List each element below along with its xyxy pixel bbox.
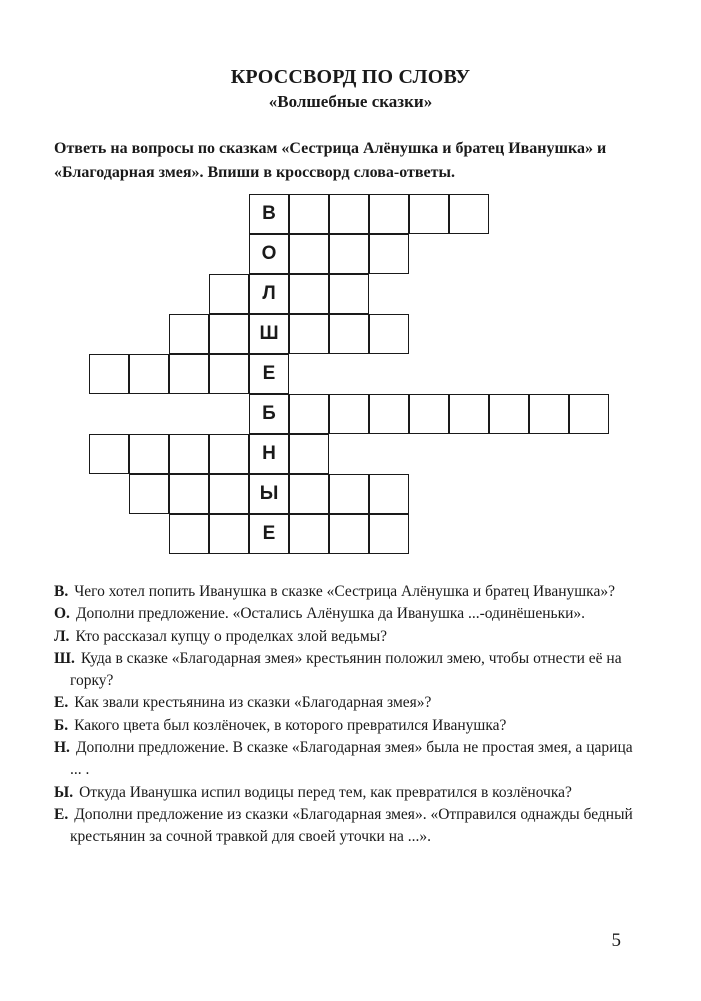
question-item (54, 737, 644, 782)
crossword-cell[interactable] (169, 434, 209, 474)
question-letter: Л. (54, 627, 70, 645)
crossword-cell[interactable] (169, 314, 209, 354)
crossword-cell[interactable] (369, 314, 409, 354)
crossword-cell[interactable] (169, 514, 209, 554)
crossword-key-cell: Е (249, 354, 289, 394)
crossword-cell[interactable] (209, 354, 249, 394)
crossword-cell[interactable] (89, 434, 129, 474)
crossword-cell[interactable] (369, 194, 409, 234)
question-item (54, 692, 644, 714)
crossword-key-cell: Е (249, 514, 289, 554)
question-item (54, 603, 644, 625)
crossword-key-cell: Ы (249, 474, 289, 514)
crossword-cell[interactable] (289, 474, 329, 514)
question-text: Как звали крестьянина из сказки «Благодарная змея»? (74, 694, 432, 712)
crossword-cell[interactable] (369, 474, 409, 514)
crossword-cell[interactable] (449, 194, 489, 234)
crossword-cell[interactable] (89, 354, 129, 394)
crossword-cell[interactable] (329, 514, 369, 554)
crossword-cell[interactable] (369, 514, 409, 554)
question-letter: Ш. (54, 649, 75, 667)
crossword-cell[interactable] (569, 394, 609, 434)
crossword-cell[interactable] (289, 434, 329, 474)
question-item (54, 715, 644, 737)
crossword-cell[interactable] (289, 314, 329, 354)
crossword-key-cell: Л (249, 274, 289, 314)
crossword-cell[interactable] (169, 474, 209, 514)
crossword-cell[interactable] (329, 234, 369, 274)
crossword-key-cell: Б (249, 394, 289, 434)
crossword-cell[interactable] (129, 474, 169, 514)
page-number: 5 (611, 930, 621, 951)
crossword-key-cell: О (249, 234, 289, 274)
question-text: Кто рассказал купцу о проделках злой ведьмы? (75, 627, 387, 645)
question-letter: Е. (54, 805, 69, 823)
questions-list (54, 581, 644, 849)
crossword-cell[interactable] (529, 394, 569, 434)
crossword-key-cell: Ш (249, 314, 289, 354)
crossword-cell[interactable] (489, 394, 529, 434)
crossword-key-cell: В (249, 194, 289, 234)
crossword-cell[interactable] (329, 474, 369, 514)
question-item (54, 648, 644, 693)
question-text: Дополни предложение. В сказке «Благодарная змея» была не простая змея, а царица ... . (70, 739, 633, 779)
crossword-cell[interactable] (289, 394, 329, 434)
crossword-cell[interactable] (169, 354, 209, 394)
crossword-cell[interactable] (289, 194, 329, 234)
crossword-cell[interactable] (369, 234, 409, 274)
question-letter: Е. (54, 694, 69, 712)
question-item (54, 581, 644, 603)
crossword-cell[interactable] (289, 274, 329, 314)
question-letter: Ы. (54, 783, 74, 801)
crossword-cell[interactable] (329, 394, 369, 434)
question-text: Чего хотел попить Иванушка в сказке «Сестрица Алёнушка и братец Иванушка»? (74, 583, 615, 600)
crossword-cell[interactable] (289, 234, 329, 274)
page-subtitle: «Волшебные сказки» (268, 92, 433, 111)
question-text: Какого цвета был козлёночек, в которого превратился Иванушка? (74, 716, 507, 734)
crossword-cell[interactable] (209, 474, 249, 514)
crossword-cell[interactable] (289, 514, 329, 554)
crossword-cell[interactable] (329, 194, 369, 234)
question-letter: Б. (54, 716, 69, 734)
question-text: Куда в сказке «Благодарная змея» крестьянин положил змею, чтобы отнести её на горку? (70, 649, 622, 690)
crossword-cell[interactable] (209, 514, 249, 554)
question-letter: В. (54, 583, 69, 600)
question-letter: О. (54, 605, 70, 623)
crossword-cell[interactable] (129, 354, 169, 394)
crossword-cell[interactable] (409, 394, 449, 434)
question-text: Дополни предложение. «Остались Алёнушка да Иванушка ...-одинёшеньки». (75, 605, 586, 623)
question-item (54, 782, 644, 804)
crossword-cell[interactable] (329, 274, 369, 314)
crossword-cell[interactable] (449, 394, 489, 434)
crossword-cell[interactable] (209, 434, 249, 474)
crossword-cell[interactable] (209, 314, 249, 354)
question-text: Откуда Иванушка испил водицы перед тем, как превратился в козлёночка? (79, 783, 572, 801)
question-item (54, 626, 644, 648)
crossword-cell[interactable] (329, 314, 369, 354)
question-text: Дополни предложение из сказки «Благодарная змея». «Отправился однажды бедный крестьянин за сочной травкой для своей уточки на ...». (70, 805, 633, 846)
crossword-cell[interactable] (409, 194, 449, 234)
question-item (54, 804, 644, 849)
question-letter: Н. (54, 739, 70, 757)
crossword-cell[interactable] (129, 434, 169, 474)
page-title: КРОССВОРД ПО СЛОВУ (230, 66, 471, 88)
crossword-cell[interactable] (369, 394, 409, 434)
crossword-key-cell: Н (249, 434, 289, 474)
instruction-text: Ответь на вопросы по сказкам «Сестрица Алёнушка и братец Иванушка» и «Благодарная змея». Впиши в кроссворд слова-ответы. (54, 140, 607, 181)
crossword-cell[interactable] (209, 274, 249, 314)
